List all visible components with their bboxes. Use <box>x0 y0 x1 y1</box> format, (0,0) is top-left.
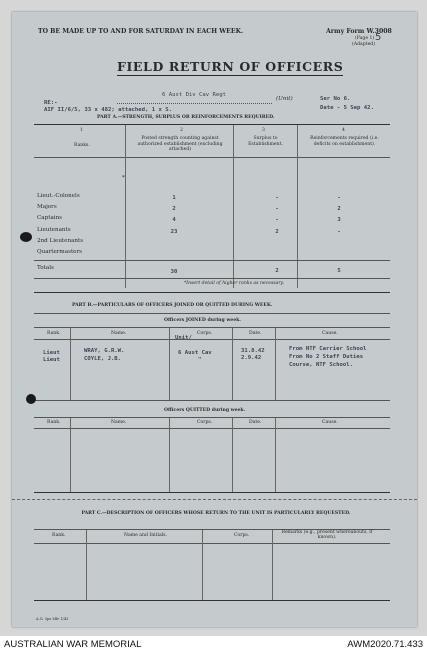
quitted-col-rule <box>34 428 390 429</box>
surplus-value: - <box>275 206 279 213</box>
quitted-col-date: Date. <box>249 420 262 425</box>
total-surplus: 2 <box>275 268 279 274</box>
form-page: (Page 1) <box>355 36 375 41</box>
totals-bottom-rule <box>34 278 390 279</box>
reinforcement-value: 3 <box>337 217 341 224</box>
rank-row-label: Majors <box>37 204 57 211</box>
quitted-heading-rule <box>34 417 390 418</box>
reinforcement-value: - <box>337 195 341 201</box>
archive-name: AUSTRALIAN WAR MEMORIAL <box>4 639 142 650</box>
unit-label: (Unit) <box>276 96 293 102</box>
part-a-vline-1 <box>125 125 126 288</box>
posted-value: 1 <box>172 195 176 201</box>
punch-hole-lower <box>26 394 36 404</box>
corps-overtype: Unit/ <box>175 335 192 341</box>
quitted-vline-1 <box>70 418 71 492</box>
joined-heading-rule <box>34 327 390 328</box>
part-c-col-corps: Corps. <box>234 533 250 538</box>
archive-footer <box>0 636 427 653</box>
archive-accession: AWM2020.71.433 <box>347 639 423 650</box>
part-c-vline-2 <box>202 530 203 600</box>
joined-date-1: 31.8.42 <box>241 348 265 354</box>
part-b-bottom-rule <box>34 492 390 493</box>
joined-name-1: WRAY, G.R.W. <box>84 348 125 354</box>
total-reinforcements: 5 <box>337 268 341 274</box>
part-c-col-name: Name and Initials. <box>124 533 167 538</box>
part-c-col-rank: Rank. <box>52 533 66 538</box>
col-num-4: 4 <box>342 128 345 133</box>
unit-line <box>117 103 272 104</box>
part-a-header-rule <box>34 157 390 158</box>
col-head-reinforcements: Reinforcements required (i.e. deficits on establishment). <box>310 136 379 147</box>
quitted-col-corps: Corps. <box>197 420 213 425</box>
ranks-list <box>37 191 83 258</box>
form-title <box>117 56 343 75</box>
quitted-vline-4 <box>275 418 276 492</box>
handwritten-mark: 5 <box>375 32 382 43</box>
quitted-vline-3 <box>232 418 233 492</box>
part-c-bottom-rule <box>34 600 390 601</box>
quitted-col-rank: Rank. <box>47 420 61 425</box>
col-num-1: 1 <box>80 128 83 133</box>
joined-rank-1: Lieut <box>43 350 60 356</box>
form-adapted: (Adapted) <box>352 42 376 47</box>
posted-value: 23 <box>170 228 178 235</box>
posted-values <box>162 193 186 238</box>
joined-vline-4 <box>275 328 276 400</box>
reference-line: AIF II/6/5, 33 x 482; attached, 1 x S. <box>44 107 172 113</box>
joined-vline-1 <box>70 328 71 400</box>
ser-no: Ser No 6. <box>320 96 351 102</box>
surplus-value: - <box>275 195 279 201</box>
joined-col-rule <box>34 339 390 340</box>
joined-col-rank: Rank. <box>47 331 61 336</box>
col-num-2: 2 <box>180 128 183 133</box>
rank-row-label: Quartermasters <box>37 249 83 256</box>
joined-cause-2: From No 2 Staff Duties <box>289 354 364 360</box>
part-a-vline-2 <box>233 125 234 288</box>
joined-cause-continuation: Course, NTF School. <box>289 362 353 368</box>
return-date: Date - 5 Sep 42. <box>320 105 374 111</box>
part-a-top-rule <box>34 124 390 125</box>
rank-row-label: 2nd Lieutenants <box>37 237 84 244</box>
joined-col-cause: Cause. <box>322 331 338 336</box>
part-b-heading: PART B.—PARTICULARS OF OFFICERS JOINED OR QUITTED DURING WEEK. <box>72 303 273 308</box>
total-posted: 30 <box>170 269 178 275</box>
reinforcement-values <box>327 193 351 238</box>
rank-row-label: Captains <box>37 215 63 222</box>
joined-name-2: COYLE, J.B. <box>84 356 122 362</box>
quitted-col-name: Name. <box>111 420 127 425</box>
joined-cause-1: From NTF Carrier School <box>289 346 367 352</box>
totals-label: Totals <box>37 265 54 271</box>
posted-value: 2 <box>172 206 176 213</box>
punch-hole-upper <box>20 232 32 242</box>
totals-rule <box>34 260 390 261</box>
col-num-3: 3 <box>262 128 265 133</box>
surplus-values <box>265 193 289 238</box>
part-c-vline-3 <box>272 530 273 600</box>
part-a-footnote: *Insert detail of higher ranks as necessary. <box>184 281 285 286</box>
surplus-value: 2 <box>275 228 279 235</box>
part-c-col-rule <box>34 543 390 544</box>
part-a-heading: PART A.—STRENGTH, SURPLUS OR REINFORCEMENTS REQUIRED. <box>97 115 275 120</box>
col-head-ranks: Ranks. <box>74 143 90 148</box>
col-head-posted: Posted strength counting against authorized establishment (excluding attached) <box>137 136 223 152</box>
joined-bottom-rule <box>34 400 390 401</box>
perforation-line <box>12 499 417 500</box>
joined-vline-2 <box>169 328 170 400</box>
joined-date-2: 2.9.42 <box>241 355 262 361</box>
unit-value: 6 Aust Div Cav Regt <box>162 92 226 98</box>
joined-corps-1: 6 Aust Cav <box>178 350 212 356</box>
surplus-value: - <box>275 217 279 224</box>
reinforcement-value: 2 <box>337 206 341 213</box>
joined-col-date: Date. <box>249 331 262 336</box>
col-head-surplus: Surplus to Establishment. <box>248 136 283 147</box>
part-a-vline-3 <box>297 125 298 288</box>
joined-col-corps: Corps. <box>197 331 213 336</box>
form-number: Army Form W.3008 <box>326 28 392 35</box>
joined-vline-3 <box>232 328 233 400</box>
joined-rank-2: Lieut <box>43 357 60 363</box>
joined-corps-2: " <box>198 357 202 363</box>
part-c-heading <box>52 510 380 517</box>
form-sheet <box>12 12 417 627</box>
quitted-heading: Officers QUITTED during week. <box>164 408 246 413</box>
part-c-vline-1 <box>86 530 87 600</box>
title-text: FIELD RETURN OF OFFICERS <box>117 59 344 74</box>
quitted-col-cause: Cause. <box>322 420 338 425</box>
rank-row-label: Lieutenants <box>37 226 71 233</box>
joined-heading: Officers JOINED during week. <box>164 318 241 323</box>
asterisk-mark: * <box>122 175 125 181</box>
re-line: RE:- <box>44 100 58 106</box>
part-c-heading-text: PART C.—DESCRIPTION OF OFFICERS WHOSE RETURN TO THE UNIT IS PARTICULARLY REQUESTED. <box>81 511 351 516</box>
rank-row-label: Lieut.-Colonels <box>37 193 80 199</box>
posted-value: 4 <box>172 217 176 224</box>
joined-col-name: Name. <box>111 331 127 336</box>
part-b-top-rule <box>34 313 390 314</box>
part-c-col-remarks: Remarks (e.g., present whereabouts, if known). <box>281 530 373 540</box>
part-a-bottom-rule <box>34 292 390 293</box>
form-instruction: TO BE MADE UP TO AND FOR SATURDAY IN EACH WEEK. <box>38 28 244 35</box>
quitted-vline-2 <box>169 418 170 492</box>
print-code: A.G. 3ps Mfr 1/43 <box>36 617 69 621</box>
reinforcement-value: - <box>337 228 341 235</box>
